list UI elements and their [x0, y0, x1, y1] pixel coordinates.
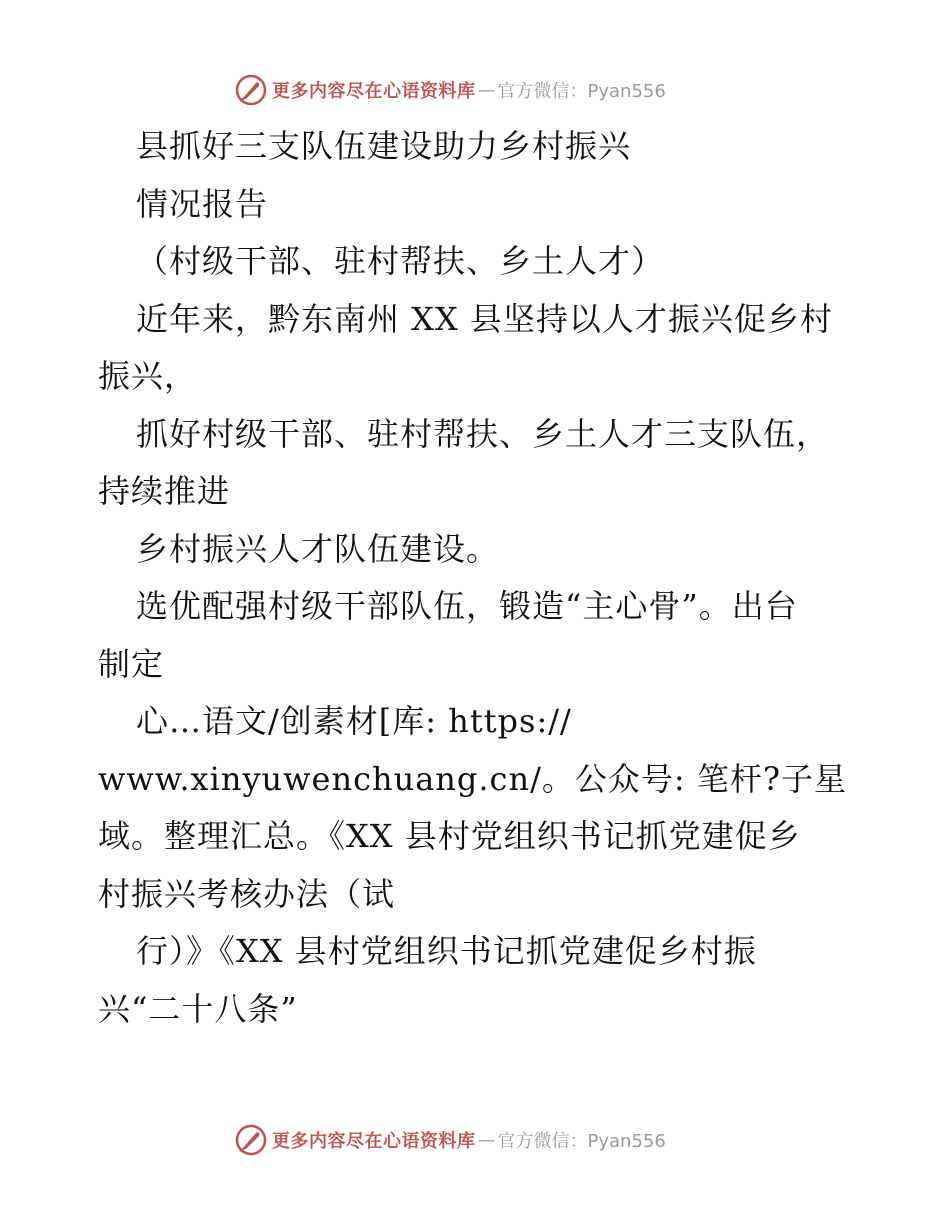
watermark-title: 更多内容尽在心语资料库	[272, 1131, 476, 1152]
paragraph-line: 域。整理汇总。《XX 县村党组织书记抓党建促乡	[98, 817, 801, 855]
watermark-separator: —	[477, 1129, 496, 1151]
doc-subtitle: （村级干部、驻村帮扶、乡土人才）	[136, 242, 665, 280]
paragraph-line: 选优配强村级干部队伍，锻造“主心骨”。出台	[136, 587, 798, 625]
paragraph-line: 持续推进	[98, 472, 231, 510]
doc-title-line-2: 情况报告	[136, 184, 269, 223]
paragraph-line: 制定	[98, 644, 165, 683]
document-body	[98, 118, 898, 1038]
paragraph-line: 振兴，	[98, 357, 198, 395]
watermark-separator: —	[477, 79, 496, 101]
watermark-contact: 官方微信：Pyan556	[497, 1131, 666, 1152]
quill-logo-icon	[234, 73, 268, 107]
paragraph-line: 兴“二十八条”	[98, 989, 298, 1028]
paragraph-line: 心…语文/创素材[库: https://	[136, 702, 572, 740]
header-watermark	[234, 72, 666, 108]
watermark-contact: 官方微信：Pyan556	[497, 81, 666, 102]
watermark-title: 更多内容尽在心语资料库	[272, 81, 476, 102]
paragraph-line: 近年来，黔东南州 XX 县坚持以人才振兴促乡村	[136, 299, 833, 338]
doc-title-line-1: 县抓好三支队伍建设助力乡村振兴	[136, 127, 632, 165]
paragraph-line: 行）》《XX 县村党组织书记抓党建促乡村振	[136, 932, 757, 970]
paragraph-line: 乡村振兴人才队伍建设。	[136, 529, 500, 568]
paragraph-line: 村振兴考核办法（试	[98, 874, 396, 913]
footer-watermark	[234, 1122, 666, 1158]
paragraph-line: www.xinyuwenchuang.cn/。公众号: 笔杆?子星	[98, 759, 847, 798]
quill-logo-icon	[234, 1123, 268, 1157]
paragraph-line: 抓好村级干部、驻村帮扶、乡土人才三支队伍，	[136, 414, 830, 453]
